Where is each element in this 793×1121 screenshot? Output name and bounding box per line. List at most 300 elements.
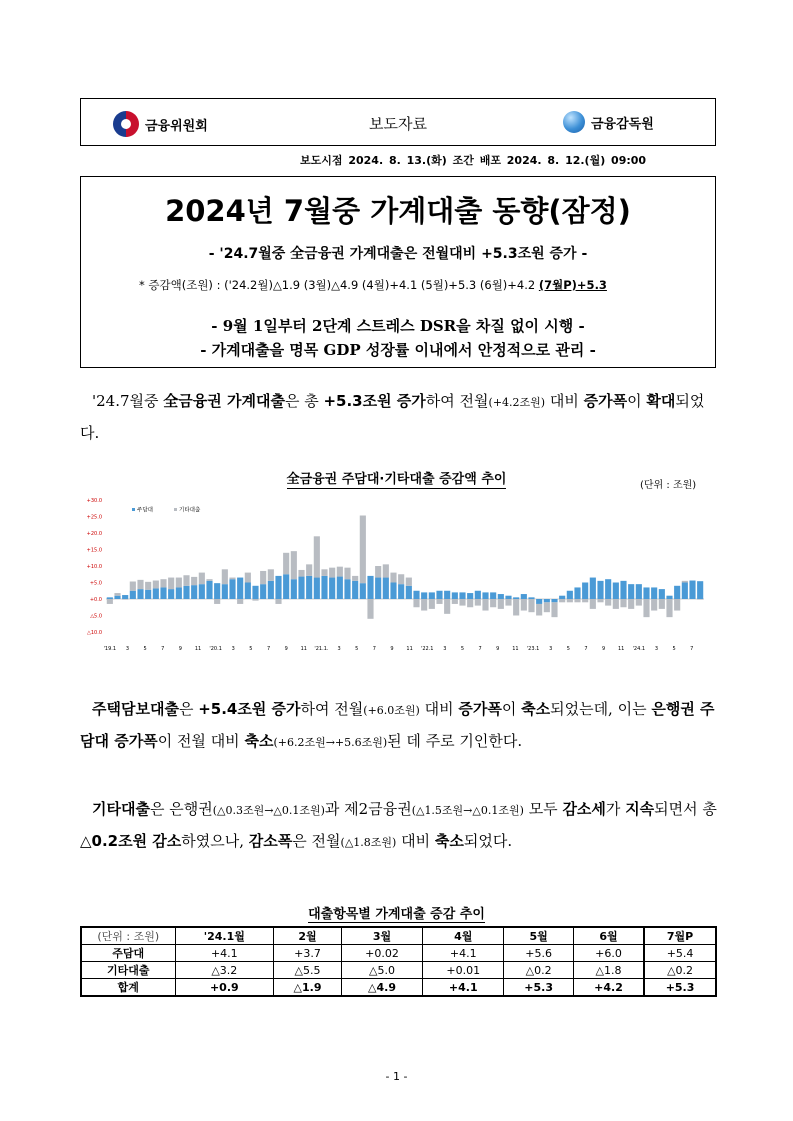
bar-mortgage — [268, 581, 274, 599]
p1-bold: 증가폭 — [583, 392, 628, 410]
p3-small: (△1.8조원) — [340, 836, 397, 849]
bar-other — [291, 551, 297, 579]
bar-mortgage — [183, 586, 189, 599]
bar-other — [214, 599, 220, 604]
table-col-header: 3월 — [341, 927, 422, 945]
bar-other — [643, 599, 649, 617]
bar-other — [436, 599, 442, 604]
bar-other — [252, 599, 258, 601]
p3-text: 되었다. — [463, 832, 513, 850]
bar-other — [306, 564, 312, 576]
p1-small: (+4.2조원) — [488, 396, 546, 409]
x-tick-label: 9 — [390, 646, 394, 652]
x-tick-label: 5 — [460, 646, 465, 652]
title-box — [80, 176, 716, 368]
bar-mortgage — [298, 577, 304, 599]
bar-other — [651, 599, 657, 611]
p2-bold: 축소 — [244, 732, 274, 750]
bar-mortgage — [582, 583, 588, 600]
bar-other — [482, 599, 488, 611]
x-tick-label: '19.1 — [103, 646, 117, 652]
x-tick-label: 5 — [355, 646, 359, 652]
bar-mortgage — [107, 597, 113, 599]
x-tick-label: 9 — [601, 646, 606, 652]
bar-mortgage — [360, 583, 366, 599]
table-col-header: 5월 — [504, 927, 574, 945]
bar-mortgage — [597, 581, 603, 599]
p3-text: 되면서 총 — [654, 800, 717, 818]
bar-other — [620, 599, 626, 607]
bar-mortgage — [590, 578, 596, 599]
p2-bold: +5.4조원 증가 — [198, 700, 301, 718]
bar-mortgage — [344, 579, 350, 599]
x-tick-label: 11 — [512, 646, 519, 652]
x-tick-label: '22.1 — [420, 646, 434, 652]
legend-swatch-mortgage — [132, 508, 135, 511]
table-cell: △5.5 — [274, 962, 342, 979]
bar-other — [498, 599, 504, 609]
bar-other — [528, 599, 534, 612]
x-tick-label: 11 — [300, 646, 307, 652]
bar-other — [551, 602, 557, 617]
bar-other — [659, 599, 665, 609]
bar-other — [337, 567, 343, 577]
bar-mortgage — [544, 599, 550, 602]
bar-mortgage — [513, 597, 519, 599]
x-tick-label: 7 — [372, 646, 376, 652]
bar-other — [229, 578, 235, 580]
page-number: - 1 - — [385, 1070, 408, 1083]
bar-other — [352, 576, 358, 581]
p2-text: 대비 — [419, 700, 459, 718]
p3-small: (△1.5조원→△0.1조원) — [411, 804, 524, 817]
table-row-total — [81, 979, 716, 997]
table-row — [81, 945, 716, 962]
p3-bold: 지속 — [625, 800, 655, 818]
table-cell: +6.0 — [573, 945, 644, 962]
bar-mortgage — [613, 583, 619, 600]
bar-other — [597, 599, 603, 602]
x-tick-label: 11 — [618, 646, 625, 652]
bar-mortgage — [283, 574, 289, 599]
bar-other — [145, 582, 151, 590]
p2-small: (+6.0조원) — [363, 704, 420, 717]
p1-text: 하여 전월 — [425, 392, 489, 410]
y-tick-label: △5.0 — [90, 613, 102, 620]
bar-mortgage — [413, 591, 419, 599]
x-tick-label: 7 — [266, 646, 271, 652]
bar-other — [199, 573, 205, 585]
bar-other — [183, 575, 189, 586]
paragraph-2 — [80, 694, 720, 758]
table-col-header: 4월 — [423, 927, 504, 945]
bar-mortgage — [229, 579, 235, 599]
p2-bold: 은행권 주담대 증가폭 — [80, 700, 715, 750]
bar-other — [298, 570, 304, 577]
bar-other — [314, 536, 320, 577]
p3-text: 은 은행권 — [149, 800, 213, 818]
x-tick-label: 7 — [161, 646, 165, 652]
p2-text: 된 데 주로 기인한다. — [387, 732, 523, 750]
subtitle: - '24.7월중 全금융권 가계대출은 전월대비 +5.3조원 증가 - — [208, 246, 588, 262]
bar-mortgage — [191, 585, 197, 599]
bar-other — [429, 599, 435, 609]
bar-mortgage — [406, 586, 412, 599]
p1-text: 은 총 — [284, 392, 324, 410]
table-cell: +0.9 — [175, 979, 274, 997]
bar-other — [674, 599, 680, 611]
bar-mortgage — [482, 592, 488, 599]
bar-other — [467, 599, 473, 607]
table-cell: +0.01 — [423, 962, 504, 979]
bar-other — [490, 599, 496, 607]
bar-mortgage — [367, 576, 373, 599]
table-cell: +0.02 — [341, 945, 422, 962]
bar-other — [605, 599, 611, 606]
bar-other — [398, 574, 404, 584]
row-label: 기타대출 — [81, 962, 175, 979]
bar-other — [367, 599, 373, 619]
bar-mortgage — [176, 587, 182, 599]
bar-mortgage — [145, 590, 151, 599]
table-cell: +4.1 — [423, 945, 504, 962]
p3-bold: 감소세 — [562, 800, 606, 818]
bar-mortgage — [559, 596, 565, 599]
y-tick-label: +15.0 — [86, 547, 102, 554]
p2-bold: 증가폭 — [458, 700, 502, 718]
table-cell: +5.3 — [644, 979, 716, 997]
table-cell: +4.2 — [573, 979, 644, 997]
p1-bold: 全금융권 가계대출 — [163, 392, 285, 410]
bar-other — [168, 578, 174, 590]
fsc-name: 금융위원회 — [145, 118, 208, 134]
table-title — [0, 903, 793, 922]
p3-small: (△0.3조원→△0.1조원) — [212, 804, 325, 817]
legend-label-other: 기타대출 — [179, 507, 201, 514]
legend-label-mortgage: 주담대 — [137, 507, 153, 514]
table-unit-cell: (단위 : 조원) — [81, 927, 175, 945]
bar-mortgage — [659, 589, 665, 599]
table-col-header: 2월 — [274, 927, 342, 945]
bar-mortgage — [666, 596, 672, 599]
x-tick-label: 9 — [178, 646, 182, 652]
table-cell: △5.0 — [341, 962, 422, 979]
table-cell: △0.2 — [644, 962, 716, 979]
bar-mortgage — [536, 599, 542, 604]
bar-other — [206, 579, 212, 581]
p3-text: 과 제2금융권 — [324, 800, 412, 818]
p2-text: 은 — [178, 700, 199, 718]
p3-text: 하였으나, — [181, 832, 249, 850]
bar-mortgage — [605, 579, 611, 599]
bar-other — [475, 599, 481, 606]
bar-other — [536, 604, 542, 616]
paragraph-3 — [80, 794, 720, 858]
bar-mortgage — [620, 581, 626, 599]
fss-emblem-icon — [563, 111, 585, 133]
bar-mortgage — [682, 583, 688, 600]
x-tick-label: 3 — [337, 646, 341, 652]
note-highlight: (7월P)+5.3 — [538, 278, 607, 292]
change-note — [139, 277, 607, 293]
bar-mortgage — [275, 576, 281, 599]
x-tick-label: 3 — [654, 646, 659, 652]
x-tick-label: 7 — [478, 646, 482, 652]
bar-mortgage — [383, 578, 389, 599]
bar-other — [283, 553, 289, 574]
bar-other — [153, 581, 159, 589]
bar-other — [329, 568, 335, 578]
bar-mortgage — [314, 578, 320, 599]
bar-mortgage — [697, 581, 703, 599]
bar-mortgage — [628, 584, 634, 599]
bar-other — [122, 599, 128, 600]
note-prefix: * 증감액(조원) : ('24.2월)△1.9 (3월)△4.9 (4월)+4.1 (5월)+5.3 (6월)+4.2 — [139, 278, 539, 292]
bar-mortgage — [260, 584, 266, 599]
row-label: 주담대 — [81, 945, 175, 962]
bar-mortgage — [206, 581, 212, 599]
table-cell: +4.1 — [423, 979, 504, 997]
table-col-header: 7월P — [644, 927, 716, 945]
bar-other — [628, 599, 634, 609]
bar-other — [107, 599, 113, 604]
table-col-header: 6월 — [573, 927, 644, 945]
bar-other — [513, 599, 519, 616]
bar-mortgage — [567, 591, 573, 599]
x-tick-label: 3 — [443, 646, 447, 652]
bar-mortgage — [505, 596, 511, 599]
y-tick-label: +30.0 — [86, 498, 102, 504]
bar-mortgage — [306, 576, 312, 599]
x-tick-label: 5 — [249, 646, 253, 652]
x-tick-label: 5 — [143, 646, 147, 652]
bar-other — [375, 566, 381, 578]
p2-text: 이 전월 대비 — [157, 732, 245, 750]
x-tick-label: 3 — [125, 646, 130, 652]
bar-other — [390, 573, 396, 583]
bar-mortgage — [214, 583, 220, 599]
bar-other — [160, 579, 166, 587]
bar-other — [697, 599, 703, 600]
bar-other — [559, 599, 565, 602]
x-tick-label: 3 — [549, 646, 553, 652]
table-header-row — [81, 927, 716, 945]
bar-mortgage — [436, 591, 442, 599]
bar-mortgage — [452, 592, 458, 599]
bar-mortgage — [689, 581, 695, 599]
bar-other — [137, 580, 143, 589]
table-cell: △1.9 — [274, 979, 342, 997]
bar-mortgage — [321, 576, 327, 599]
p2-text: 하여 전월 — [300, 700, 364, 718]
bar-mortgage — [459, 592, 465, 599]
bar-other — [130, 582, 136, 591]
p3-text: 대비 — [396, 832, 435, 850]
bar-other — [574, 599, 580, 602]
bar-mortgage — [137, 589, 143, 599]
bar-mortgage — [122, 595, 128, 599]
bar-mortgage — [168, 589, 174, 599]
p1-bold: 확대 — [646, 392, 676, 410]
bar-other — [245, 573, 251, 583]
header-box — [80, 98, 716, 146]
bar-mortgage — [375, 578, 381, 599]
bar-mortgage — [160, 587, 166, 599]
x-tick-label: 7 — [690, 646, 694, 652]
legend-swatch-other — [174, 508, 177, 511]
p3-bold: 축소 — [434, 832, 464, 850]
fss-logo — [563, 111, 654, 133]
p3-bold: 감소폭 — [248, 832, 293, 850]
bar-mortgage — [551, 599, 557, 602]
loan-change-chart — [84, 490, 710, 652]
y-tick-label: +20.0 — [86, 531, 102, 537]
paragraph-1 — [80, 386, 720, 448]
bar-mortgage — [636, 584, 642, 599]
bar-mortgage — [329, 578, 335, 599]
x-tick-label: 3 — [231, 646, 235, 652]
bar-other — [567, 599, 573, 602]
x-tick-label: '20.1 — [209, 646, 222, 652]
p2-bold: 주택담보대출 — [92, 700, 179, 718]
x-tick-label: 11 — [194, 646, 202, 652]
bar-mortgage — [352, 581, 358, 599]
p2-small: (+6.2조원→+5.6조원) — [273, 736, 388, 749]
p2-text: 되었는데, 이는 — [550, 700, 652, 718]
bar-mortgage — [467, 593, 473, 599]
x-tick-label: '24.1 — [632, 646, 646, 652]
bar-mortgage — [245, 583, 251, 600]
loan-type-table — [80, 926, 717, 997]
bar-other — [344, 568, 350, 580]
bar-mortgage — [498, 594, 504, 599]
bar-mortgage — [521, 594, 527, 599]
bar-mortgage — [490, 592, 496, 599]
bar-other — [421, 599, 427, 611]
p3-bold: 기타대출 — [92, 800, 150, 818]
policy-line-2: - 가계대출을 명목 GDP 성장률 이내에서 안정적으로 관리 - — [200, 341, 596, 359]
bar-mortgage — [252, 586, 258, 599]
p3-bold: △0.2조원 감소 — [80, 832, 182, 850]
bar-other — [590, 599, 596, 609]
bar-mortgage — [444, 591, 450, 599]
y-tick-label: △10.0 — [87, 630, 102, 636]
x-tick-label: 5 — [672, 646, 676, 652]
bar-other — [406, 578, 412, 586]
table-cell: +5.6 — [504, 945, 574, 962]
table-cell: △1.8 — [573, 962, 644, 979]
bar-mortgage — [398, 584, 404, 599]
bar-other — [636, 599, 642, 606]
bar-other — [521, 599, 527, 611]
bar-other — [444, 599, 450, 614]
bar-mortgage — [574, 587, 580, 599]
p1-text: '24.7월중 — [92, 392, 164, 410]
bar-mortgage — [429, 592, 435, 599]
p1-text: 이 — [627, 392, 647, 410]
release-info: 보도시점 2024. 8. 13.(화) 조간 배포 2024. 8. 12.(월) 09:00 — [300, 154, 647, 167]
p2-text: 이 — [501, 700, 522, 718]
bar-other — [360, 516, 366, 584]
y-tick-label: +10.0 — [86, 564, 102, 570]
bar-other — [452, 599, 458, 604]
table-cell: +4.1 — [175, 945, 274, 962]
main-title: 2024년 7월중 가계대출 동향(잠정) — [165, 194, 631, 228]
table-col-header: '24.1월 — [175, 927, 274, 945]
bar-mortgage — [114, 596, 120, 599]
bar-other — [505, 599, 511, 606]
bar-other — [459, 599, 465, 606]
bar-other — [275, 599, 281, 604]
x-tick-label: '21.1. — [314, 646, 329, 652]
bar-other — [582, 599, 588, 602]
table-row — [81, 962, 716, 979]
bar-mortgage — [475, 591, 481, 599]
x-tick-label: '23.1 — [526, 646, 540, 652]
y-tick-label: +5.0 — [89, 580, 102, 587]
bar-other — [413, 599, 419, 607]
bar-mortgage — [390, 583, 396, 600]
x-tick-label: 7 — [584, 646, 588, 652]
x-tick-label: 9 — [284, 646, 288, 652]
bar-other — [114, 593, 120, 596]
chart-title-text: 全금융권 주담대·기타대출 증감액 추이 — [286, 472, 507, 487]
table-cell: +5.3 — [504, 979, 574, 997]
bar-other — [666, 599, 672, 617]
row-label: 합계 — [81, 979, 175, 997]
bar-mortgage — [337, 577, 343, 599]
p3-text: 가 — [605, 800, 626, 818]
bar-mortgage — [130, 591, 136, 599]
bar-mortgage — [651, 587, 657, 599]
bar-other — [268, 569, 274, 581]
bar-mortgage — [291, 579, 297, 599]
x-tick-label: 9 — [496, 646, 500, 652]
bar-mortgage — [643, 587, 649, 599]
bar-mortgage — [199, 584, 205, 599]
table-cell: +5.4 — [644, 945, 716, 962]
bar-mortgage — [153, 588, 159, 599]
bar-mortgage — [237, 578, 243, 599]
bar-other — [222, 569, 228, 584]
bar-other — [176, 578, 182, 588]
table-cell: △0.2 — [504, 962, 574, 979]
table-cell: △3.2 — [175, 962, 274, 979]
bar-other — [613, 599, 619, 609]
y-tick-label: +25.0 — [86, 514, 102, 521]
bar-other — [544, 602, 550, 612]
table-title-text: 대출항목별 가계대출 증감 추이 — [308, 907, 485, 922]
fss-name: 금융감독원 — [591, 116, 654, 132]
chart-unit: (단위 : 조원) — [640, 480, 697, 491]
p3-text: 은 전월 — [292, 832, 341, 850]
bar-mortgage — [528, 597, 534, 599]
bar-mortgage — [222, 584, 228, 599]
bar-mortgage — [674, 586, 680, 599]
p2-bold: 축소 — [521, 700, 551, 718]
bar-other — [260, 571, 266, 584]
bar-other — [383, 564, 389, 577]
x-tick-label: 5 — [566, 646, 570, 652]
bar-mortgage — [421, 592, 427, 599]
bar-other — [321, 569, 327, 576]
p1-text: 대비 — [545, 392, 584, 410]
bar-other — [237, 599, 243, 604]
bar-other — [191, 577, 197, 585]
p1-bold: +5.3조원 증가 — [323, 392, 426, 410]
p3-text: 모두 — [528, 800, 563, 818]
bar-other — [682, 581, 688, 583]
